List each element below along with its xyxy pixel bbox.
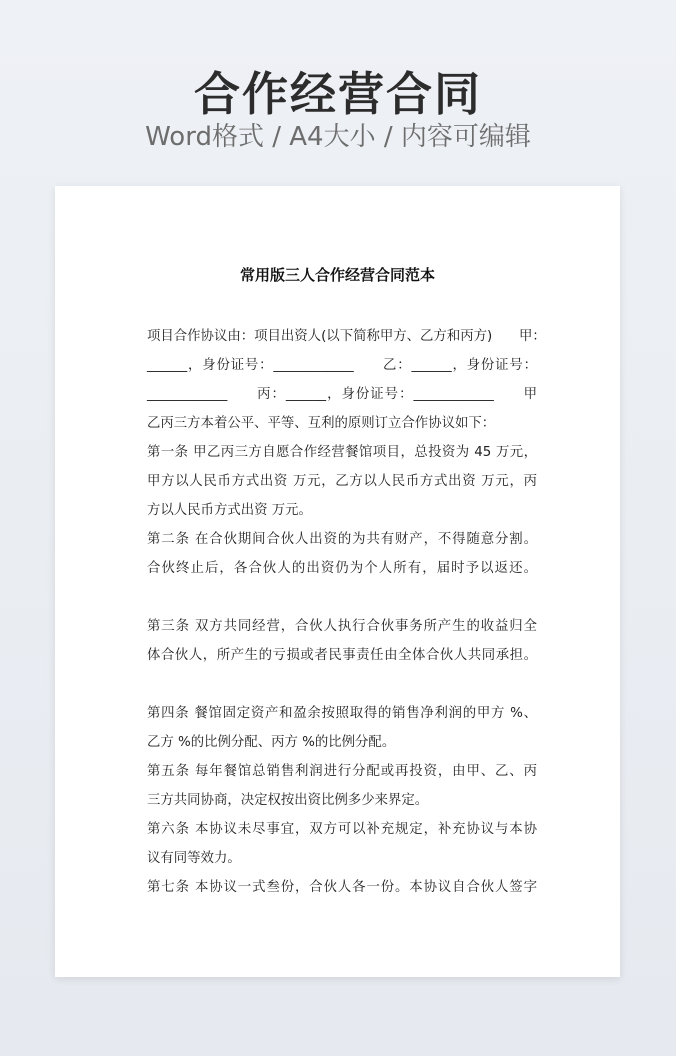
document-line: 三方共同协商，决定权按出资比例多少来界定。 xyxy=(147,793,429,808)
document-line: 合伙终止后，各合伙人的出资仍为个人所有，届时予以返还。 xyxy=(147,561,537,576)
document-line: ______，身份证号：____________ 乙：______，身份证号： xyxy=(147,358,537,373)
paragraph-gap xyxy=(147,583,537,612)
document-line: 第三条 双方共同经营，合伙人执行合伙事务所产生的收益归全 xyxy=(147,619,537,634)
document-line: ____________ 丙：______，身份证号：____________ 甲 xyxy=(147,387,537,402)
document-line: 第一条 甲乙丙三方自愿合作经营餐馆项目，总投资为 45 万元， xyxy=(147,445,537,460)
banner-subtitle: Word格式 / A4大小 / 内容可编辑 xyxy=(145,122,531,152)
document-line: 甲方以人民币方式出资 万元，乙方以人民币方式出资 万元，丙 xyxy=(147,474,537,489)
document-page xyxy=(55,186,620,977)
document-line: 第四条 餐馆固定资产和盈余按照取得的销售净利润的甲方 %、 xyxy=(147,706,537,721)
banner xyxy=(0,0,676,186)
document-line: 方以人民币方式出资 万元。 xyxy=(147,503,312,518)
document-body xyxy=(147,322,546,902)
document-line: 体合伙人，所产生的亏损或者民事责任由全体合伙人共同承担。 xyxy=(147,648,537,663)
document-line: 议有同等效力。 xyxy=(147,851,241,866)
document-line: 项目合作协议由：项目出资人(以下简称甲方、乙方和丙方) 甲： xyxy=(147,329,546,344)
document-title: 常用版三人合作经营合同范本 xyxy=(239,266,435,284)
document-line: 第五条 每年餐馆总销售利润进行分配或再投资，由甲、乙、丙 xyxy=(147,764,537,779)
document-line: 第六条 本协议未尽事宜，双方可以补充规定，补充协议与本协 xyxy=(147,822,537,837)
banner-title: 合作经营合同 xyxy=(194,67,482,121)
paragraph-gap xyxy=(147,670,537,699)
document-line: 乙丙三方本着公平、平等、互利的原则订立合作协议如下： xyxy=(147,416,496,431)
document-line: 第七条 本协议一式叁份，合伙人各一份。本协议自合伙人签字 xyxy=(147,880,537,895)
document-line: 第二条 在合伙期间合伙人出资的为共有财产，不得随意分割。 xyxy=(147,532,537,547)
document-line: 乙方 %的比例分配、丙方 %的比例分配。 xyxy=(147,735,396,750)
